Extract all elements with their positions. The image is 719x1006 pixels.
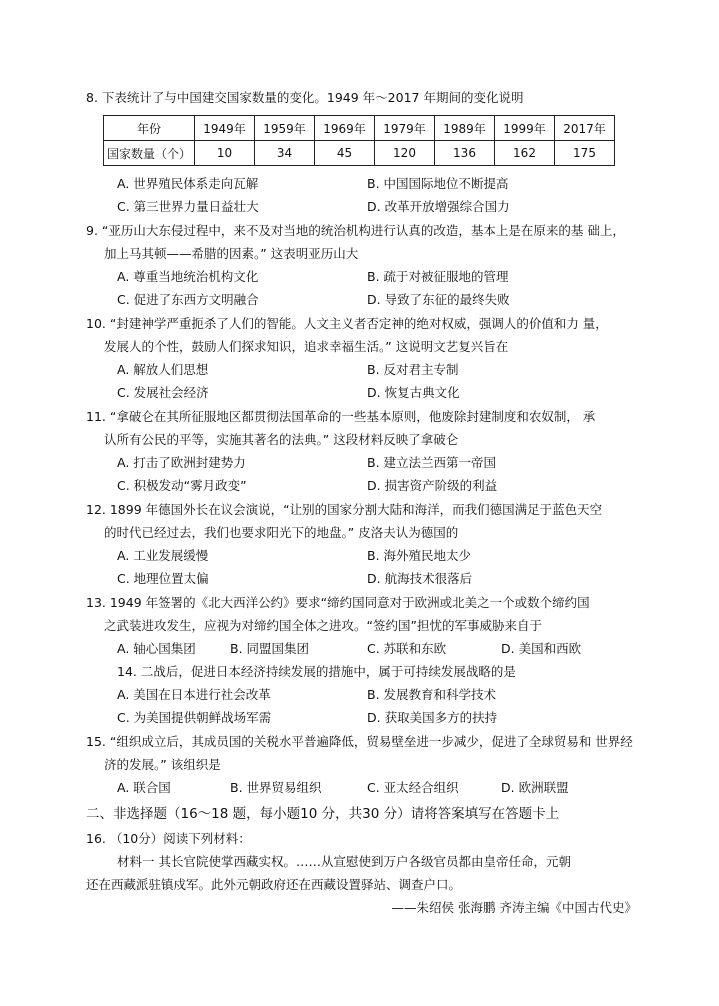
q16-material-line1: 材料一 其长官院使掌西藏实权。……从宣慰使到万户各级官员都由皇帝任命，元朝	[117, 854, 571, 869]
table-cell: 年份	[104, 116, 195, 141]
q15-stem-line2: 济的发展。” 该组织是	[104, 757, 221, 772]
q12-option-c: C. 地理位置太偏	[117, 571, 209, 586]
q11-option-d: D. 损害资产阶级的利益	[367, 478, 498, 493]
q11-option-b: B. 建立法兰西第一帝国	[367, 455, 497, 470]
q13-option-b: B. 同盟国集团	[230, 641, 310, 656]
q11-option-c: C. 积极发动“雾月政变”	[117, 478, 247, 493]
table-cell: 136	[435, 141, 495, 166]
q10-option-a: A. 解放人们思想	[117, 362, 209, 377]
table-cell: 175	[555, 141, 615, 166]
q15-option-d: D. 欧洲联盟	[501, 780, 569, 795]
q15-stem-line1: 15. “组织成立后，其成员国的关税水平普遍降低，贸易壁垒进一步减少，促进了全球贸易和 世界经	[86, 734, 633, 749]
q9-option-d: D. 导致了东征的最终失败	[367, 292, 510, 307]
q8-option-a: A. 世界殖民体系走向瓦解	[117, 176, 259, 191]
section-heading: 二、非选择题（16～18 题，每小题10 分，共30 分）请将答案填写在答题卡上	[86, 806, 560, 822]
table-cell: 45	[315, 141, 375, 166]
q8-table	[103, 115, 615, 166]
table-cell: 10	[195, 141, 255, 166]
q13-option-d: D. 美国和西欧	[501, 641, 582, 656]
table-cell: 120	[375, 141, 435, 166]
table-cell: 2017年	[555, 116, 615, 141]
q16-stem: 16. （10分）阅读下列材料：	[86, 831, 251, 846]
q15-option-a: A. 联合国	[117, 780, 171, 795]
q16-source-citation: ——朱绍侯 张海鹏 齐涛主编《中国古代史》	[391, 900, 637, 915]
q9-stem-line2: 加上马其顿——希腊的因素。” 这表明亚历山大	[104, 246, 359, 261]
q14-option-d: D. 获取美国多方的扶持	[367, 710, 498, 725]
table-cell: 1949年	[195, 116, 255, 141]
q12-option-a: A. 工业发展缓慢	[117, 548, 209, 563]
q15-option-c: C. 亚太经合组织	[367, 780, 459, 795]
q9-stem-line1: 9. “亚历山大东侵过程中，来不及对当地的统治机构进行认真的改造，基本上是在原来的基 础上，	[86, 223, 625, 238]
q14-stem: 14. 二战后，促进日本经济持续发展的措施中，属于可持续发展战略的是	[117, 664, 516, 679]
q10-option-d: D. 恢复古典文化	[367, 385, 460, 400]
q13-option-c: C. 苏联和东欧	[367, 641, 447, 656]
table-cell: 162	[495, 141, 555, 166]
q8-option-b: B. 中国国际地位不断提高	[367, 176, 509, 191]
table-cell: 1989年	[435, 116, 495, 141]
q11-stem-line2: 认所有公民的平等，实施其著名的法典。” 这段材料反映了拿破仑	[104, 432, 459, 447]
table-row	[104, 141, 615, 166]
q13-option-a: A. 轴心国集团	[117, 641, 196, 656]
q9-option-c: C. 促进了东西方文明融合	[117, 292, 259, 307]
q10-option-c: C. 发展社会经济	[117, 385, 209, 400]
q10-option-b: B. 反对君主专制	[367, 362, 459, 377]
table-cell: 1969年	[315, 116, 375, 141]
q10-stem-line2: 发展人的个性，鼓励人们探求知识，追求幸福生活。” 这说明文艺复兴旨在	[104, 339, 509, 354]
q8-option-c: C. 第三世界力量日益壮大	[117, 199, 259, 214]
q12-stem-line1: 12. 1899 年德国外长在议会演说，“让别的国家分割大陆和海洋，而我们德国满足于蓝色天空	[86, 502, 603, 517]
q14-option-b: B. 发展教育和科学技术	[367, 687, 497, 702]
q12-stem-line2: 的时代已经过去，我们也要求阳光下的地盘。” 皮洛夫认为德国的	[104, 525, 459, 540]
table-cell: 34	[255, 141, 315, 166]
q12-option-d: D. 航海技术很落后	[367, 571, 473, 586]
q10-stem-line1: 10. “封建神学严重扼杀了人们的智能。人文主义者否定神的绝对权威，强调人的价值和力 量，	[86, 316, 608, 331]
table-cell: 1999年	[495, 116, 555, 141]
q15-option-b: B. 世界贸易组织	[230, 780, 322, 795]
q16-material-line2: 还在西藏派驻镇戍军。此外元朝政府还在西藏设置驿站、调查户口。	[86, 877, 462, 892]
table-cell: 1959年	[255, 116, 315, 141]
q8-stem: 8. 下表统计了与中国建交国家数量的变化。1949 年～2017 年期间的变化说明	[86, 90, 524, 105]
q14-option-c: C. 为美国提供朝鲜战场军需	[117, 710, 272, 725]
q11-stem-line1: 11. “拿破仑在其所征服地区都贯彻法国革命的一些基本原则，他废除封建制度和农奴制， 承	[86, 409, 596, 424]
table-cell: 1979年	[375, 116, 435, 141]
q11-option-a: A. 打击了欧洲封建势力	[117, 455, 246, 470]
q13-stem-line1: 13. 1949 年签署的《北大西洋公约》要求“缔约国同意对于欧洲或北美之一个或数个缔约国	[86, 595, 590, 610]
q8-option-d: D. 改革开放增强综合国力	[367, 199, 510, 214]
q14-option-a: A. 美国在日本进行社会改革	[117, 687, 271, 702]
q9-option-b: B. 疏于对被征服地的管理	[367, 269, 509, 284]
q13-stem-line2: 之武装进攻发生，应视为对缔约国全体之进攻。“签约国”担忧的军事威胁来自于	[104, 618, 542, 633]
table-row	[104, 116, 615, 141]
q12-option-b: B. 海外殖民地太少	[367, 548, 472, 563]
table-cell: 国家数量（个）	[104, 141, 195, 166]
q9-option-a: A. 尊重当地统治机构文化	[117, 269, 259, 284]
